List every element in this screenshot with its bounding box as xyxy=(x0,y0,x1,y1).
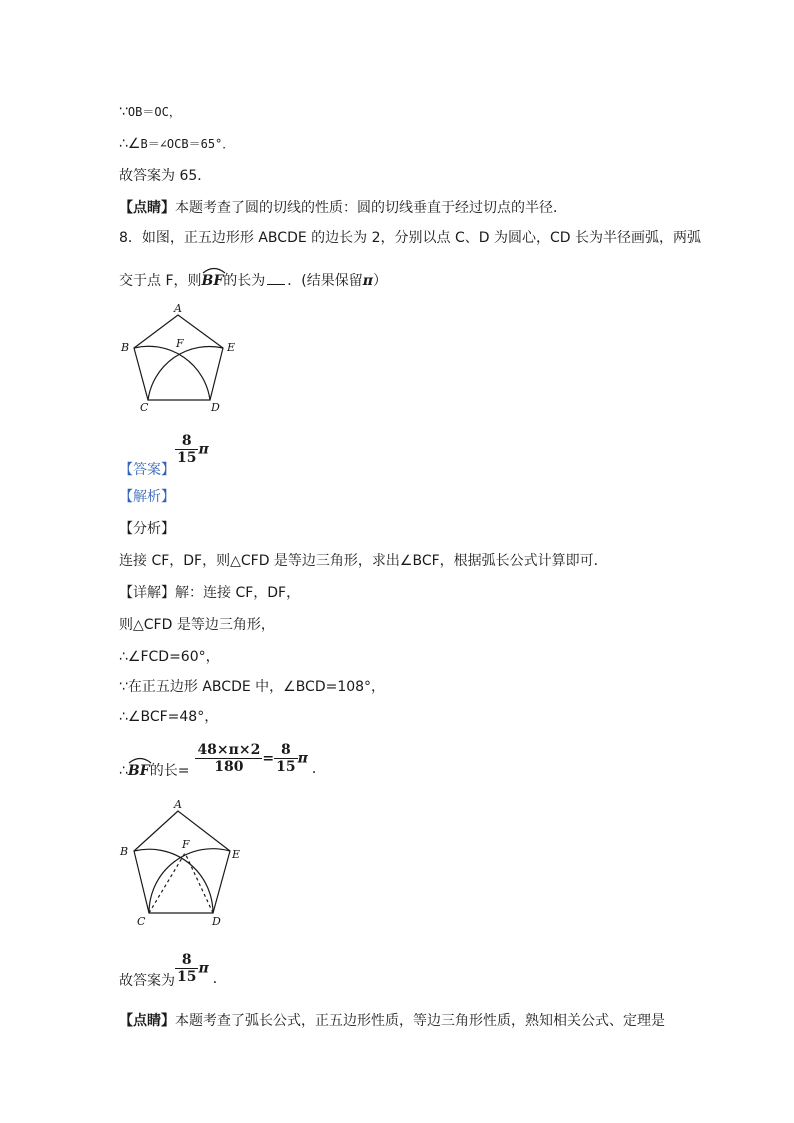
label-a-2: A xyxy=(174,798,182,811)
pentagon-figure-1 xyxy=(112,300,252,416)
answer-denominator: 15 xyxy=(177,450,197,466)
formula-numerator-1: 48×π×2 xyxy=(197,742,261,758)
detail-line-3: ∴∠FCD=60°， xyxy=(119,649,220,665)
because-symbol: ∵ xyxy=(119,104,128,120)
line-1-text: OB＝OC， xyxy=(127,105,181,119)
q8-pi: π xyxy=(362,273,374,289)
detail-line-2: 则△CFD 是等边三角形， xyxy=(119,617,275,633)
detail-text: 解：连接 CF，DF， xyxy=(175,585,301,601)
formula-denominator-2: 15 xyxy=(276,759,296,775)
final-end: ． xyxy=(212,970,227,987)
formula-numerator-2: 8 xyxy=(274,742,297,759)
pentagon-figure-2 xyxy=(112,796,252,930)
text-line-2 xyxy=(119,135,234,153)
label-e-1: E xyxy=(227,341,236,354)
dianjing-text-2: 本题考查了弧长公式，正五边形性质，等边三角形性质，熟知相关公式、定理是 xyxy=(175,1013,665,1029)
dashed-df xyxy=(185,853,213,913)
formula-arc-bf xyxy=(128,758,150,780)
q8-text-d: ） xyxy=(373,273,388,289)
formula-denominator-1: 180 xyxy=(214,759,244,775)
fenxi-text: 连接 CF，DF，则△CFD 是等边三角形，求出∠BCF，根据弧长公式计算即可． xyxy=(119,553,608,569)
jiexi-tag: 【解析】 xyxy=(119,489,175,505)
formula-end: ． xyxy=(311,760,326,777)
detail-tag: 【详解】 xyxy=(119,585,175,601)
dianjing-tag-2: 【点睛】 xyxy=(119,1013,175,1029)
formula-equals: = xyxy=(262,750,275,767)
answer-line xyxy=(119,433,209,478)
q8-text-c: ．(结果保留 xyxy=(287,273,363,289)
formula-arc-text: BF xyxy=(127,762,150,779)
answer-blank xyxy=(267,284,285,285)
label-b-1: B xyxy=(121,341,130,354)
label-f-2: F xyxy=(182,838,190,851)
arc-from-c-2 xyxy=(134,849,213,913)
answer-fraction xyxy=(175,433,198,466)
label-c-1: C xyxy=(140,401,149,414)
pentagon-outline-2 xyxy=(134,811,230,913)
label-d-1: D xyxy=(211,401,220,414)
arc-length-formula xyxy=(119,742,326,779)
label-d-2: D xyxy=(212,915,221,928)
detail-line-5: ∴∠BCF=48°， xyxy=(119,709,219,725)
question-8-line-1: 8．如图，正五边形形 ABCDE 的边长为 2，分别以点 C、D 为圆心，CD 长为半径画弧，两弧 xyxy=(119,230,701,246)
line-2-text: B＝∠OCB＝65°． xyxy=(140,137,235,151)
formula-length-label: 的长= xyxy=(149,762,190,779)
dianjing-text: 本题考查了圆的切线的性质：圆的切线垂直于经过切点的半径． xyxy=(175,200,567,216)
text-line-1 xyxy=(119,103,181,121)
label-a-1: A xyxy=(174,302,182,315)
answer-tag: 【答案】 xyxy=(119,461,175,478)
question-8-line-2 xyxy=(119,268,387,290)
therefore-symbol: ∴∠ xyxy=(119,136,141,152)
final-pi: π xyxy=(198,960,209,977)
dianjing-line-2 xyxy=(119,1012,665,1030)
arc-from-d-2 xyxy=(149,849,230,913)
final-answer-line xyxy=(119,952,227,989)
arc-bf-text: BF xyxy=(201,273,224,289)
dianjing-tag: 【点睛】 xyxy=(119,200,175,216)
formula-fraction-1 xyxy=(195,742,262,775)
final-fraction xyxy=(175,952,198,985)
formula-arc-icon xyxy=(128,756,152,764)
formula-therefore: ∴ xyxy=(119,762,128,779)
answer-numerator: 8 xyxy=(175,433,198,450)
dashed-cf xyxy=(149,853,185,913)
label-f-1: F xyxy=(176,337,184,350)
pentagon-outline-1 xyxy=(134,315,223,400)
answer-pi: π xyxy=(198,441,209,458)
label-c-2: C xyxy=(137,915,146,928)
final-prefix: 故答案为 xyxy=(119,972,175,989)
q8-text-b: 的长为 xyxy=(223,273,266,289)
fenxi-tag: 【分析】 xyxy=(119,521,175,537)
detail-line-4: ∵在正五边形 ABCDE 中，∠BCD=108°， xyxy=(119,679,386,695)
final-denominator: 15 xyxy=(177,969,197,985)
dianjing-line xyxy=(119,199,567,217)
arc-symbol-icon xyxy=(202,266,226,274)
q8-text-a: 交于点 F，则 xyxy=(119,273,202,289)
label-b-2: B xyxy=(120,845,129,858)
formula-pi: π xyxy=(297,750,308,767)
final-numerator: 8 xyxy=(175,952,198,969)
label-e-2: E xyxy=(232,848,241,861)
arc-bf-label xyxy=(202,268,224,290)
detail-line xyxy=(119,584,300,602)
formula-fraction-2 xyxy=(274,742,297,775)
text-line-3: 故答案为 65． xyxy=(119,168,212,184)
